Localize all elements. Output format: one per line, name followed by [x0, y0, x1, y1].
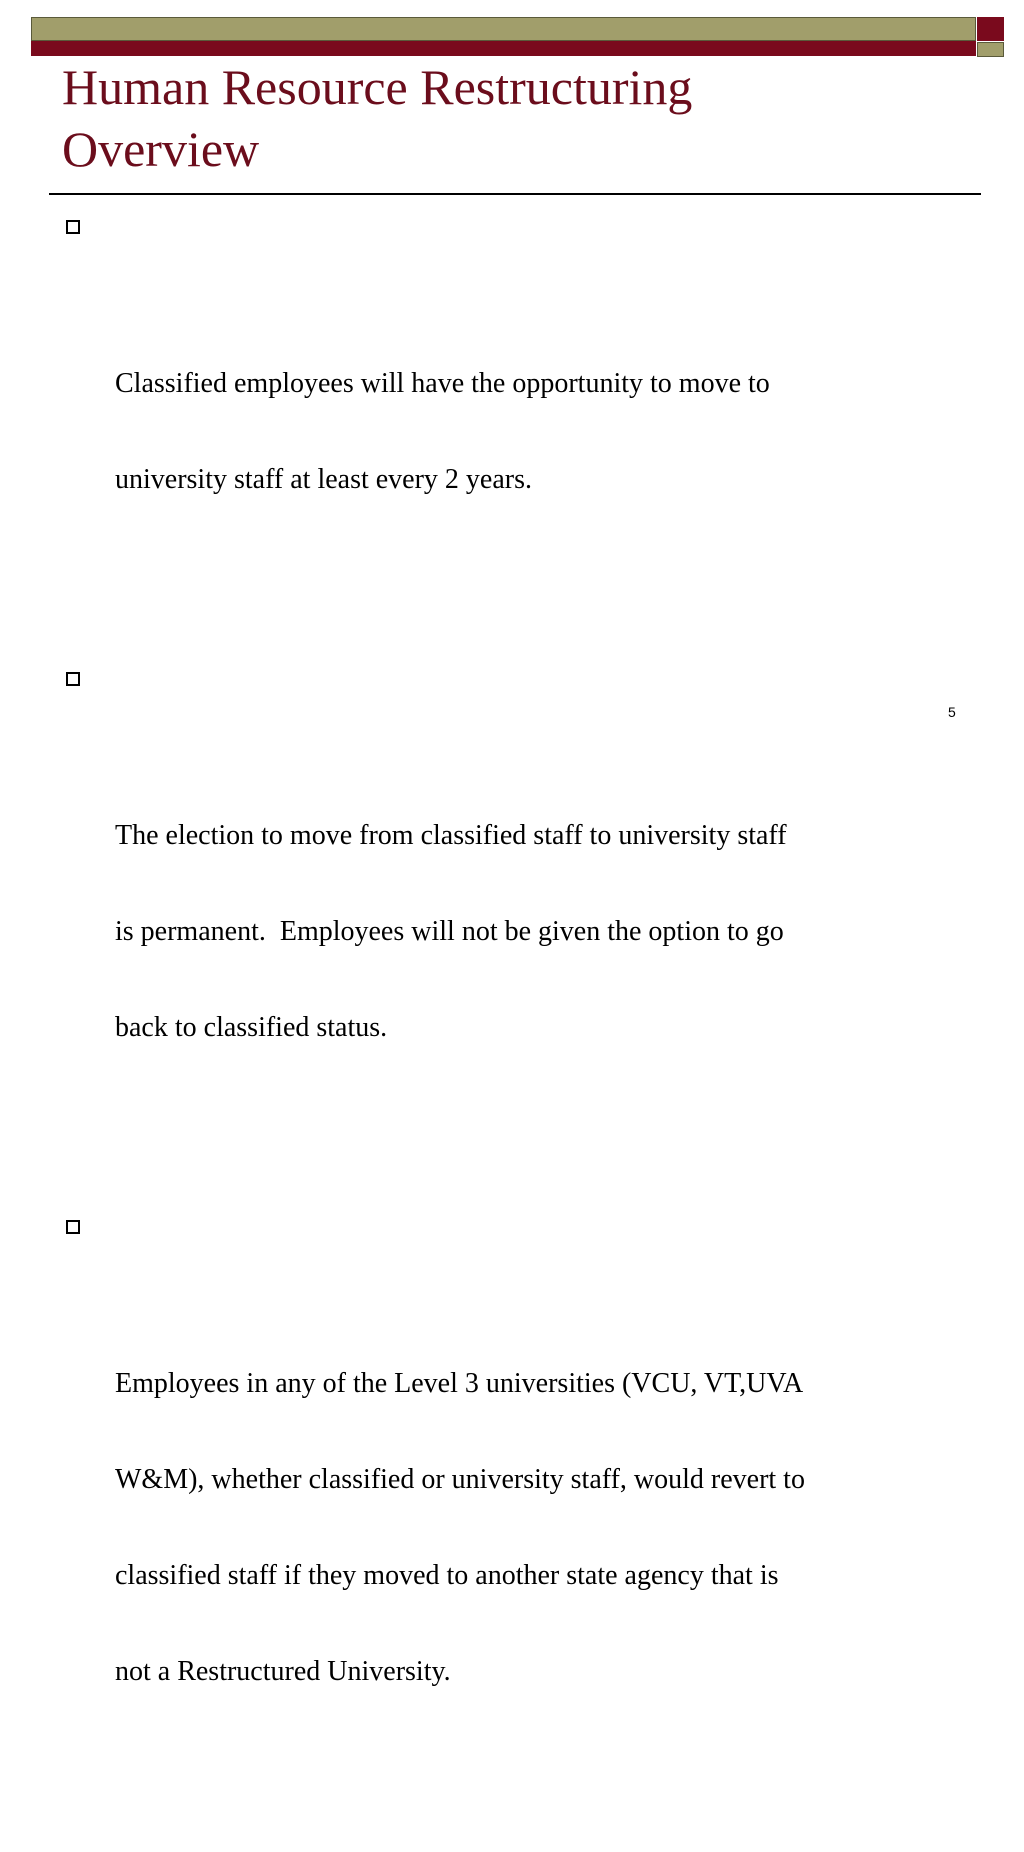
- bullet-2-line-3: back to classified status.: [115, 1012, 388, 1043]
- slide-title-line-2: Overview: [62, 121, 260, 177]
- bullet-3-line-2: W&M), whether classified or university staff, would revert to: [115, 1464, 805, 1495]
- bullet-item-1: [66, 208, 976, 624]
- slide-title: [62, 56, 962, 180]
- hollow-square-bullet-icon: [66, 1220, 80, 1234]
- bullet-3-line-1: Employees in any of the Level 3 universities (VCU, VT,UVA: [115, 1368, 804, 1399]
- hollow-square-bullet-icon: [66, 220, 80, 234]
- bullet-list: [66, 208, 976, 1852]
- bullet-2-line-1: The election to move from classified staff to university staff: [115, 820, 787, 851]
- bullet-3-line-4: not a Restructured University.: [115, 1656, 451, 1687]
- title-divider: [49, 193, 981, 195]
- bullet-item-3: [66, 1208, 976, 1816]
- bullet-text-1: [115, 304, 976, 560]
- header-maroon-square: [977, 17, 1004, 41]
- hollow-square-bullet-icon: [66, 672, 80, 686]
- bullet-item-2: [66, 660, 976, 1172]
- bullet-2-line-2: is permanent. Employees will not be given the option to go: [115, 916, 784, 947]
- bullet-text-2: [115, 756, 976, 1108]
- page-number: 5: [948, 704, 956, 720]
- bullet-1-line-2: university staff at least every 2 years.: [115, 464, 533, 495]
- slide-title-line-1: Human Resource Restructuring: [62, 59, 693, 115]
- header-olive-bar: [31, 17, 976, 41]
- header-olive-square: [977, 42, 1004, 57]
- header-maroon-bar: [31, 41, 976, 56]
- bullet-3-line-3: classified staff if they moved to another state agency that is: [115, 1560, 779, 1591]
- bullet-1-line-1: Classified employees will have the opportunity to move to: [115, 368, 770, 399]
- bullet-text-3: [115, 1304, 976, 1752]
